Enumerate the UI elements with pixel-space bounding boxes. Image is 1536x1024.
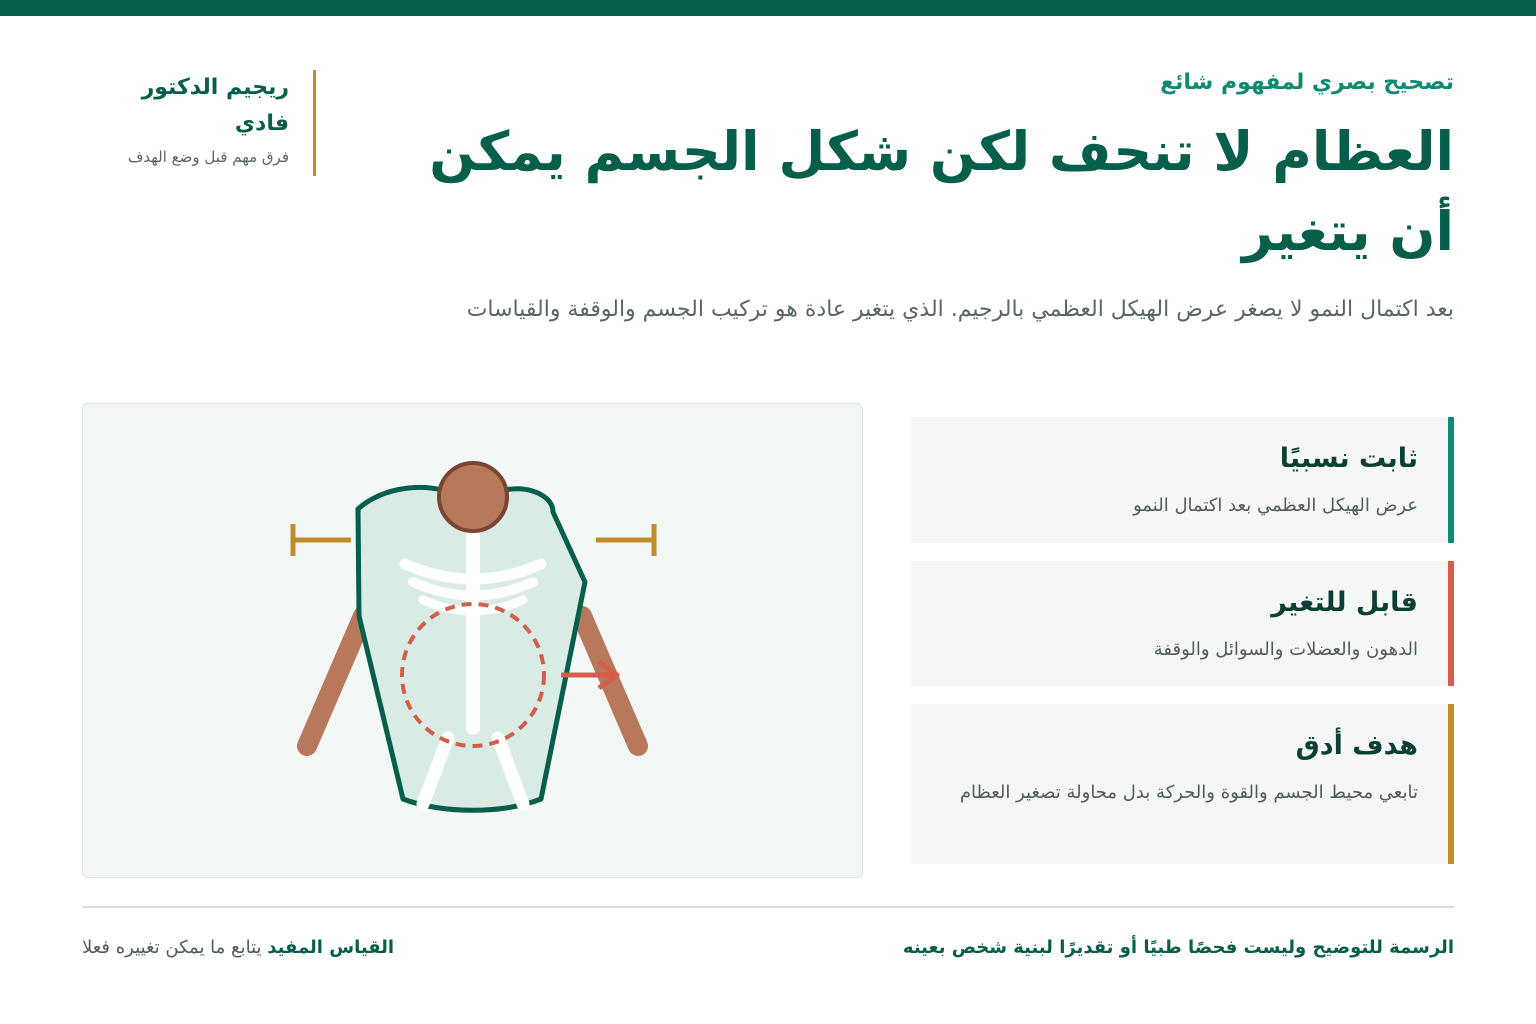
card-changeable: [911, 561, 1454, 686]
page-title: العظام لا تنحف لكن شكل الجسم يمكن أن يتغير: [429, 120, 1454, 263]
footer-note-strong: القياس المفيد: [267, 937, 395, 958]
card-title: هدف أدق: [1295, 730, 1418, 761]
footer-disclaimer: الرسمة للتوضيح وليست فحصًا طبيًا أو تقديرًا لبنية شخص بعينه: [902, 937, 1454, 958]
card-text: الدهون والعضلات والسوائل والوقفة: [1153, 639, 1418, 660]
card-better-goal: [911, 704, 1454, 864]
card-text: عرض الهيكل العظمي بعد اكتمال النمو: [1133, 495, 1418, 516]
card-title: ثابت نسبيًا: [1279, 443, 1418, 474]
torso-with-skeleton-illustration: [83, 404, 864, 879]
card-title: قابل للتغير: [1271, 587, 1418, 618]
body-illustration-panel: [82, 403, 863, 878]
page-kicker: تصحيح بصري لمفهوم شائع: [1160, 70, 1454, 95]
brand-tagline: فرق مهم قبل وضع الهدف: [127, 148, 289, 166]
card-stable: [911, 417, 1454, 543]
footer-divider: [82, 906, 1454, 908]
brand-name: ريجيم الدكتور فادي: [141, 75, 289, 136]
card-text: تابعي محيط الجسم والقوة والحركة بدل محاولة تصغير العظام: [959, 782, 1418, 803]
footer-note: [82, 937, 394, 958]
brand-block: [82, 70, 316, 176]
top-accent-bar: [0, 0, 1536, 16]
head-shape: [439, 463, 507, 531]
footer-note-rest: يتابع ما يمكن تغييره فعلا: [82, 937, 262, 958]
page-subtitle: بعد اكتمال النمو لا يصغر عرض الهيكل العظمي بالرجيم. الذي يتغير عادة هو تركيب الجسم والوقفة والقياسات: [466, 297, 1454, 322]
